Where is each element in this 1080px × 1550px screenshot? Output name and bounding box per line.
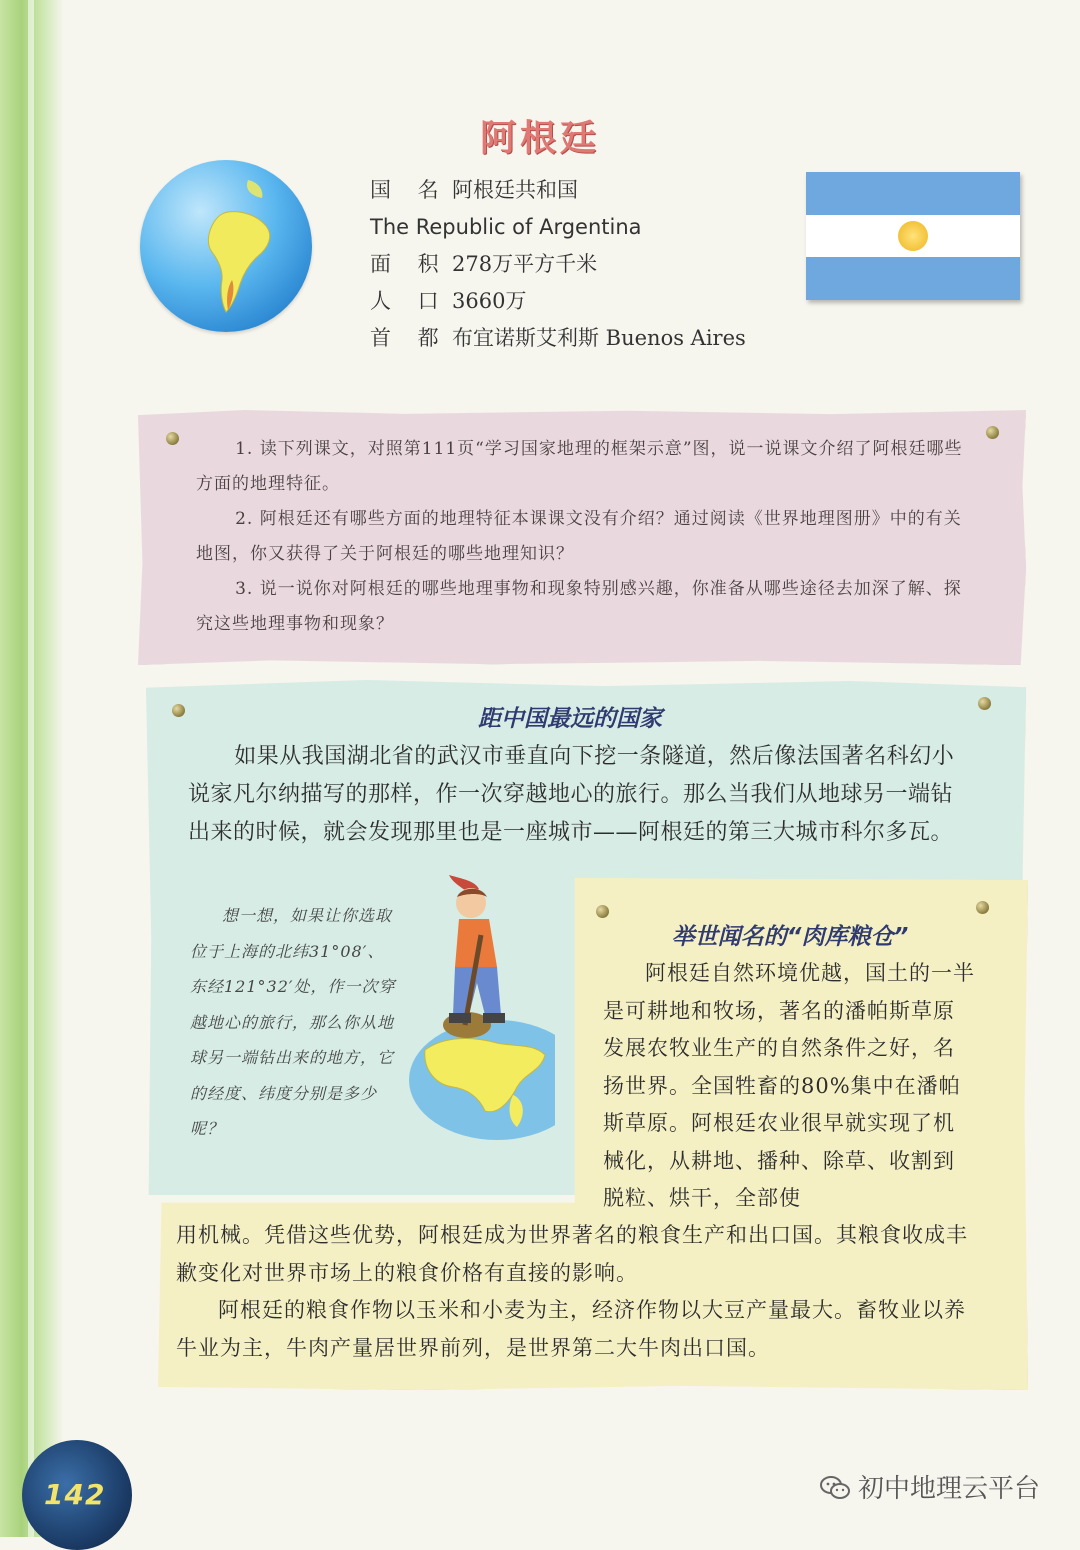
watermark-text: 初中地理云平台 xyxy=(858,1474,1041,1504)
farthest-country-title: 距中国最远的国家 xyxy=(478,706,662,732)
farthest-paragraph: 如果从我国湖北省的武汉市垂直向下挖一条隧道，然后像法国著名科幻小说家凡尔纳描写的那样，作一次穿越地心的旅行。那么当我们从地球另一端钻出来的时候，就会发现那里也是一座城市——阿根廷的第三大城市科尔多瓦。 xyxy=(188,744,955,845)
granary-paragraph-1-continued: 用机械。凭借这些优势，阿根廷成为世界著名的粮食生产和出口国。其粮食收成丰歉变化对世界市场上的粮食价格有直接的影响。 xyxy=(176,1223,968,1285)
flag-stripe-bottom xyxy=(806,257,1020,300)
granary-text-lower xyxy=(176,1217,976,1367)
south-america-map-icon xyxy=(140,160,312,332)
flag-stripe-top xyxy=(806,172,1020,215)
area-row xyxy=(370,246,746,283)
granary-text-upper xyxy=(603,955,975,1218)
pin-icon xyxy=(976,901,989,914)
question-2: 2. 阿根廷还有哪些方面的地理特征本课课文没有介绍？通过阅读《世界地理图册》中的有关地图，你又获得了关于阿根廷的哪些地理知识？ xyxy=(196,509,962,564)
granary-title: 举世闻名的“肉库粮仓” xyxy=(671,924,909,950)
capital-label: 首 都 xyxy=(370,326,449,350)
population-value: 3660万 xyxy=(452,289,527,313)
granary-paragraph-1: 阿根廷自然环境优越，国土的一半是可耕地和牧场，著名的潘帕斯草原发展农牧业生产的自然条件之好，名扬世界。全国牲畜的80%集中在潘帕斯草原。阿根廷农业很早就实现了机械化，从耕地、播种、除草、收割到脱粒、烘干，全部使 xyxy=(603,961,975,1210)
pin-icon xyxy=(166,432,179,445)
country-name-value: 阿根廷共和国 xyxy=(452,178,578,202)
area-value: 278万平方千米 xyxy=(452,252,598,276)
granary-paragraph-2: 阿根廷的粮食作物以玉米和小麦为主，经济作物以大豆产量最大。畜牧业以养牛业为主，牛肉产量居世界前列，是世界第二大牛肉出口国。 xyxy=(176,1298,966,1360)
think-about-it-text xyxy=(190,898,400,1147)
flag-stripe-middle xyxy=(806,215,1020,258)
country-name-label: 国 名 xyxy=(370,178,449,202)
watermark xyxy=(820,1468,1040,1505)
questions-text xyxy=(196,432,978,642)
boy-digging-illustration xyxy=(405,875,555,1145)
think-paragraph: 想一想，如果让你选取位于上海的北纬31°08′、东经121°32′处，作一次穿越地心的旅行，那么你从地球另一端钻出来的地方，它的经度、纬度分别是多少呢？ xyxy=(190,906,396,1138)
pin-icon xyxy=(986,426,999,439)
globe-illustration xyxy=(140,160,312,332)
pin-icon xyxy=(596,905,609,918)
population-label: 人 口 xyxy=(370,289,449,313)
capital-value: 布宜诺斯艾利斯 Buenos Aires xyxy=(452,326,746,350)
population-row xyxy=(370,283,746,320)
page-number-badge xyxy=(22,1440,132,1550)
question-3: 3. 说一说你对阿根廷的哪些地理事物和现象特别感兴趣，你准备从哪些途径去加深了解、探究这些地理事物和现象？ xyxy=(196,579,962,634)
country-name-row xyxy=(370,172,746,209)
wechat-icon xyxy=(820,1475,850,1501)
country-info xyxy=(370,172,746,357)
page-title: 阿根廷 xyxy=(479,118,600,159)
argentina-flag xyxy=(806,172,1020,300)
area-label: 面 积 xyxy=(370,252,449,276)
sun-of-may-icon xyxy=(898,221,928,251)
page-number: 142 xyxy=(44,1478,106,1511)
question-1: 1. 读下列课文，对照第111页“学习国家地理的框架示意”图，说一说课文介绍了阿根廷哪些方面的地理特征。 xyxy=(196,439,963,494)
capital-row xyxy=(370,320,746,357)
country-english-name: The Republic of Argentina xyxy=(370,215,642,239)
farthest-country-text xyxy=(188,738,972,852)
page-edge-decoration xyxy=(0,0,62,1537)
